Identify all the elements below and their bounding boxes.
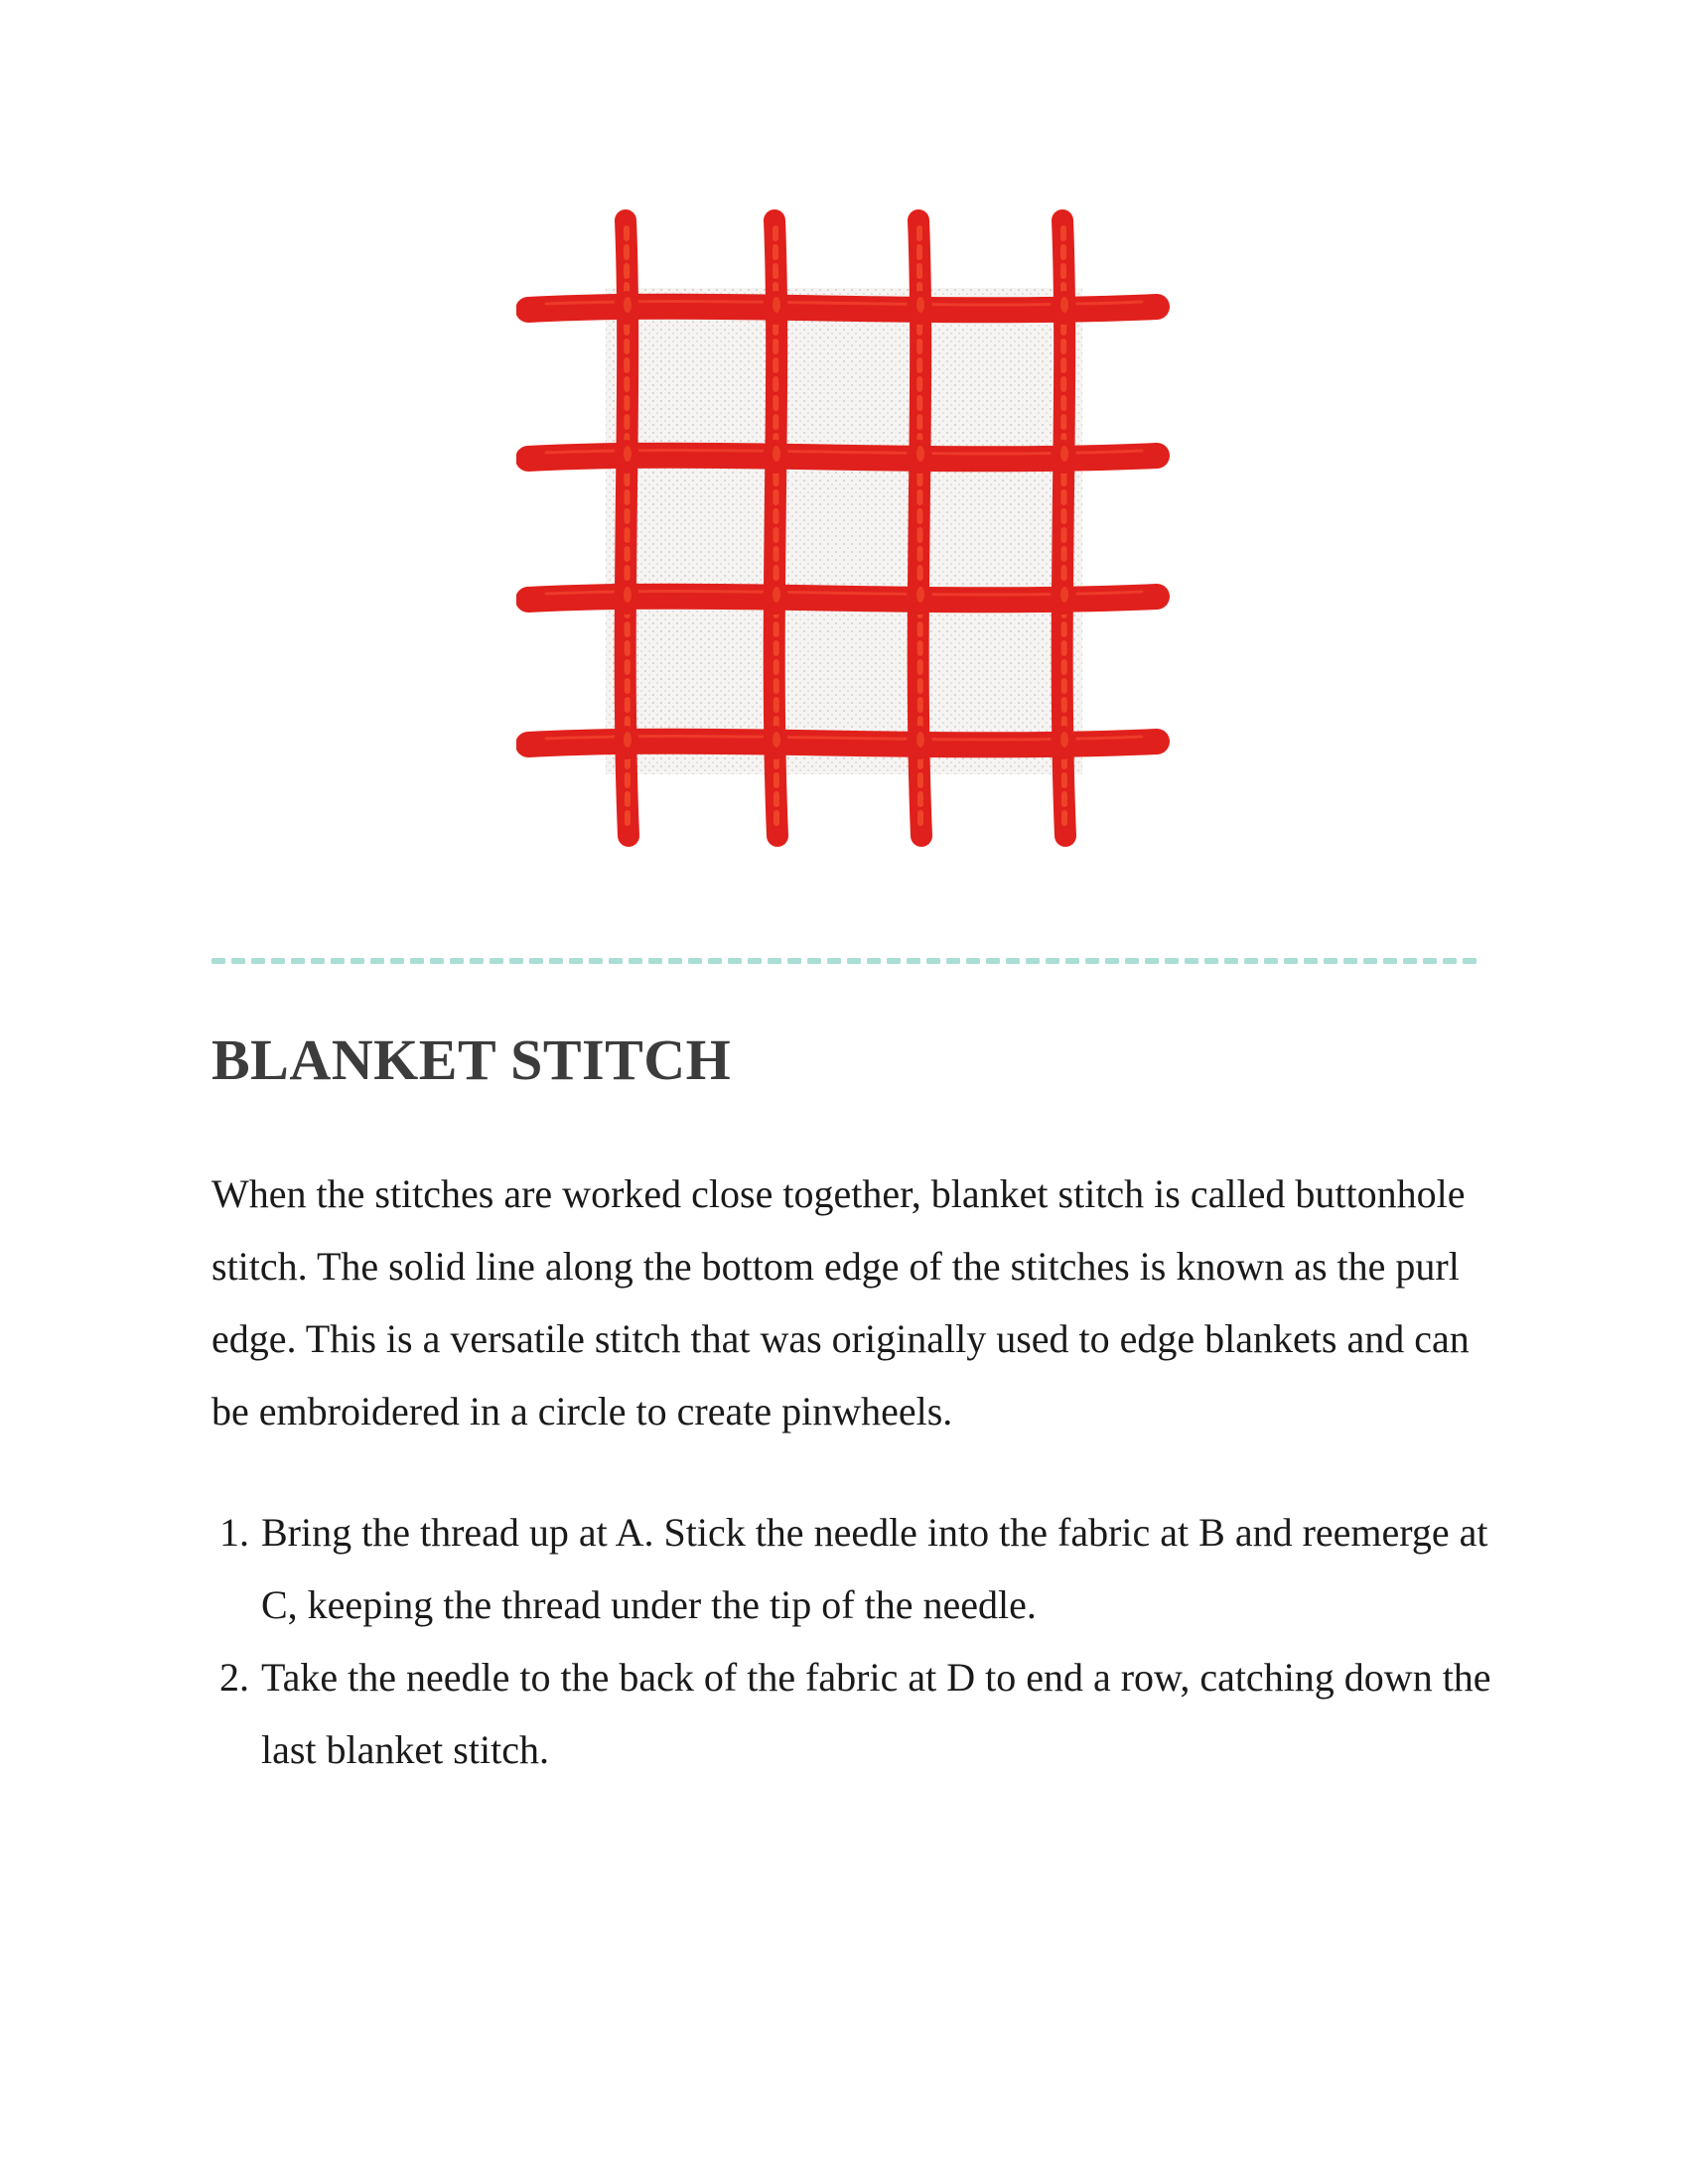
thread-crossing-highlight [773, 587, 780, 603]
divider-dash [1343, 958, 1357, 964]
divider-dash [251, 958, 265, 964]
divider-dash [370, 958, 384, 964]
divider-dash [589, 958, 603, 964]
divider-dash [1324, 958, 1337, 964]
thread-crossing-highlight [1060, 587, 1068, 603]
divider-dash [1145, 958, 1159, 964]
thread-crossing-highlight [624, 446, 632, 462]
divider-dash [668, 958, 682, 964]
divider-dash [410, 958, 424, 964]
divider-dash [450, 958, 464, 964]
divider-dash [1046, 958, 1059, 964]
divider-dash [529, 958, 543, 964]
divider-dash [648, 958, 662, 964]
divider-dash [887, 958, 901, 964]
divider-dash [271, 958, 285, 964]
divider-dash [430, 958, 444, 964]
divider-dash [609, 958, 623, 964]
divider-dash [1363, 958, 1377, 964]
divider-dash [688, 958, 702, 964]
thread-crossing-highlight [773, 732, 780, 748]
divider-dash [1304, 958, 1318, 964]
divider-dash [211, 958, 225, 964]
divider-dash [1463, 958, 1477, 964]
divider-dash [390, 958, 404, 964]
divider-dash [1204, 958, 1218, 964]
stitch-sample-image [516, 208, 1172, 854]
thread-crossing-highlight [624, 297, 632, 313]
divider-dash [1065, 958, 1079, 964]
divider-dash [291, 958, 305, 964]
divider-dash [1403, 958, 1417, 964]
divider-dash [827, 958, 841, 964]
divider-dash [549, 958, 563, 964]
step-number: 1. [219, 1510, 249, 1555]
thread-crossing-highlight [916, 446, 924, 462]
divider-dash [490, 958, 503, 964]
thread-crossing-highlight [624, 732, 632, 748]
divider-dash [509, 958, 523, 964]
intro-paragraph: When the stitches are worked close together, blanket stitch is called buttonhole stitch. The solid line along the bottom edge of the stitches is known as the purl edge. This is a versatile stitch that was originally used to edge blankets and can be embroidered in a circle to create pinwheels. [211, 1171, 1470, 1433]
divider-dash [946, 958, 960, 964]
steps-list [211, 1496, 1492, 1786]
divider-dash [986, 958, 1000, 964]
divider-dash [1244, 958, 1258, 964]
divider-dash [907, 958, 920, 964]
divider-dash [331, 958, 345, 964]
divider-dash [847, 958, 861, 964]
section-title: BLANKET STITCH [211, 1027, 732, 1092]
divider-dash [629, 958, 642, 964]
divider-dash [926, 958, 940, 964]
step-number: 2. [219, 1655, 249, 1700]
divider-dash [1165, 958, 1179, 964]
divider-dash [748, 958, 762, 964]
dashed-divider-line [211, 956, 1477, 966]
divider-dash [231, 958, 245, 964]
thread-crossing-highlight [916, 297, 924, 313]
step-item [211, 1496, 1492, 1641]
divider-dash [1125, 958, 1139, 964]
thread-crossing-highlight [1060, 446, 1068, 462]
divider-dash [1085, 958, 1099, 964]
stitch-grid-illustration [516, 208, 1172, 854]
divider-dash [569, 958, 583, 964]
divider-dash [1026, 958, 1040, 964]
thread-crossing-highlight [624, 587, 632, 603]
section-divider [211, 956, 1477, 966]
step-item [211, 1641, 1492, 1786]
divider-dash [1423, 958, 1437, 964]
divider-dash [1185, 958, 1198, 964]
divider-dash [867, 958, 881, 964]
thread-crossing-highlight [773, 297, 780, 313]
divider-dash [470, 958, 484, 964]
divider-dash [807, 958, 821, 964]
divider-dash [768, 958, 781, 964]
divider-dash [708, 958, 722, 964]
divider-dash [1443, 958, 1457, 964]
divider-dash [728, 958, 742, 964]
thread-crossing-highlight [773, 446, 780, 462]
thread-crossing-highlight [916, 732, 924, 748]
divider-dash [1264, 958, 1278, 964]
divider-dash [351, 958, 364, 964]
thread-crossing-highlight [916, 587, 924, 603]
divider-dash [966, 958, 980, 964]
thread-crossing-highlight [1060, 297, 1068, 313]
divider-dash [1006, 958, 1020, 964]
thread-crossing-highlight [1060, 732, 1068, 748]
step-text: Bring the thread up at A. Stick the needle into the fabric at B and reemerge at C, keeping the thread under the tip of the needle. [261, 1510, 1488, 1627]
divider-dash [1284, 958, 1298, 964]
divider-dash [787, 958, 801, 964]
divider-dash [1383, 958, 1397, 964]
step-text: Take the needle to the back of the fabric at D to end a row, catching down the last blanket stitch. [261, 1655, 1491, 1772]
divider-dash [1105, 958, 1119, 964]
divider-dash [311, 958, 325, 964]
fabric-background [606, 288, 1082, 774]
divider-dash [1224, 958, 1238, 964]
